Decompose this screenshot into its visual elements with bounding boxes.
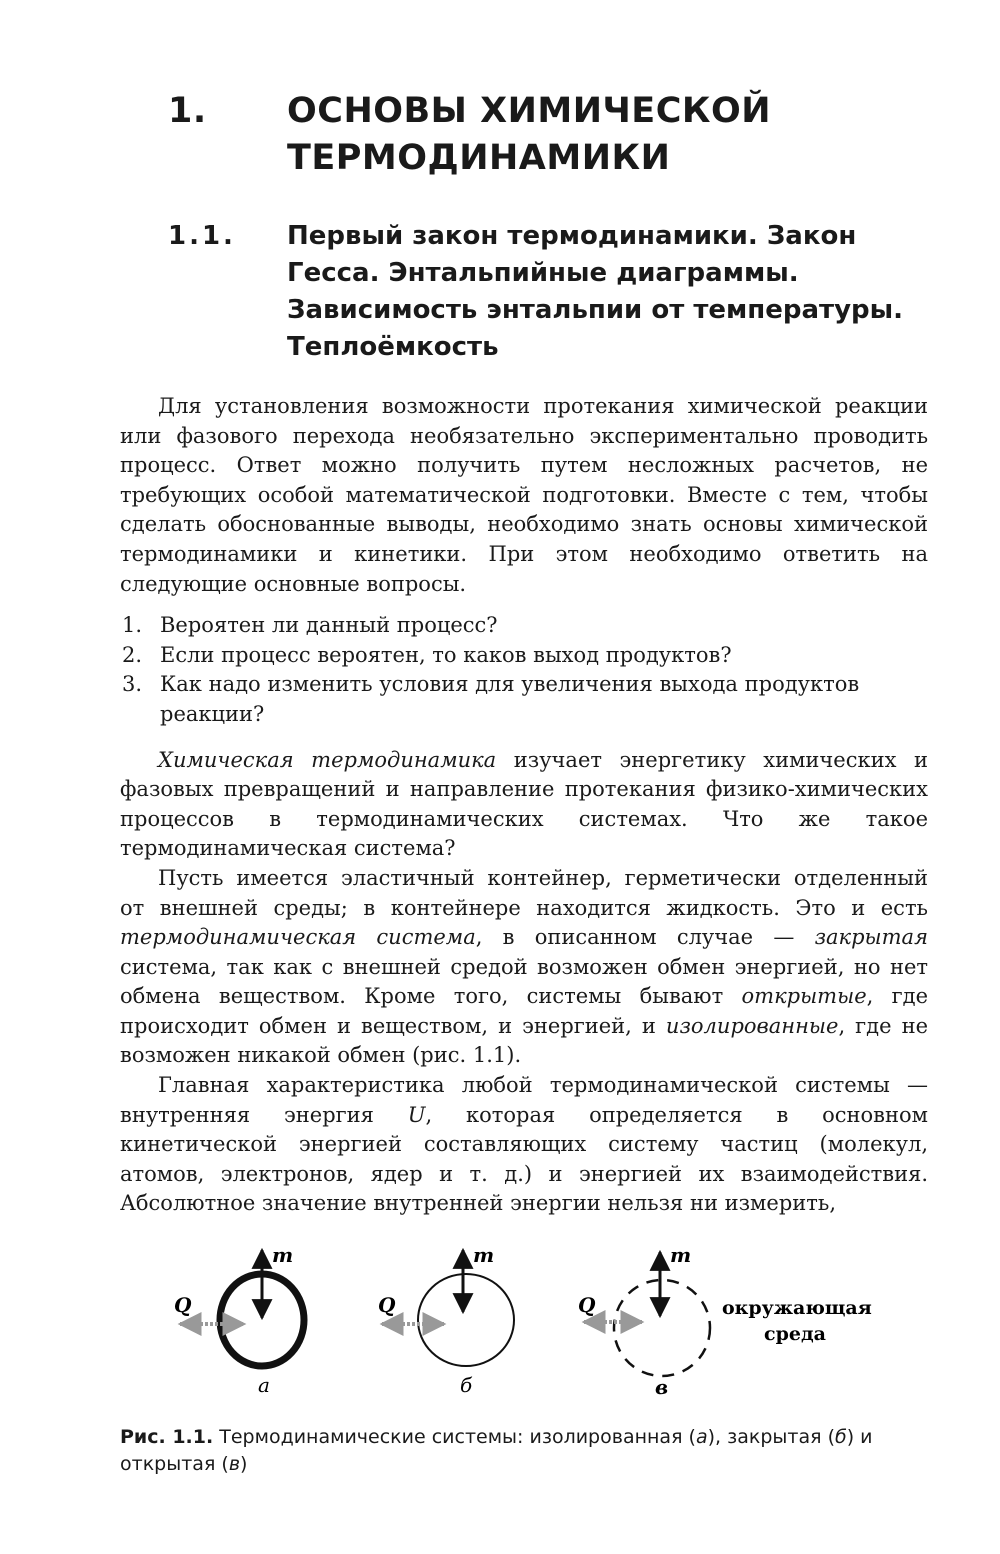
text-span: изучает энергетику химических и фазовых превращений и направление протекания физико-химических процессов в термодинамических системах. Что же такое термодинамическая система? — [120, 747, 928, 861]
text-span: в — [228, 1453, 241, 1475]
panel-open — [578, 1243, 872, 1399]
panel-closed — [378, 1243, 514, 1397]
paragraph-intro: Для установления возможности протекания химической реакции или фазового перехода необязательно экспериментально проводить процесс. Ответ можно получить путем несложных расчетов, не требующих особой математической подготовки. Вместе с тем, чтобы сделать обоснованные выводы, необходимо знать основы химической термодинамики и кинетики. При этом необходимо ответить на следующие основные вопросы. — [120, 394, 928, 596]
panel-label-b: б — [460, 1373, 473, 1397]
text-span: система, так как с внешней средой возможен обмен энергией, но нет обмена веществом. Кроме того, системы бывают — [120, 954, 928, 1009]
label-m: m — [473, 1243, 495, 1267]
list-number: 1. — [122, 613, 143, 638]
label-q: Q — [578, 1293, 596, 1317]
text-span: Пусть имеется эластичный контейнер, герметически отделенный от внешней среды; в контейнере находится жидкость. Это и есть — [120, 865, 928, 920]
caption-label: Рис. 1.1. — [120, 1426, 214, 1448]
list-item — [120, 641, 928, 671]
text-span: а — [695, 1426, 708, 1448]
text-span: ) — [240, 1453, 248, 1475]
term-system: термодинамическая система — [120, 925, 476, 950]
list-item — [120, 611, 928, 641]
list-number: 3. — [122, 672, 143, 697]
list-text: Вероятен ли данный процесс? — [160, 613, 498, 638]
text-span: Главная характеристика любой термодинамической системы — внутренняя энергия — [120, 1073, 928, 1127]
term-isolated: изолированные — [665, 1013, 839, 1038]
paragraph-energy — [120, 1071, 928, 1219]
text-span: Термодинамические системы: изолированная ( — [213, 1426, 696, 1448]
list-item — [120, 670, 928, 729]
label-environment: окружающая — [722, 1297, 872, 1319]
label-m: m — [670, 1243, 692, 1267]
question-list — [120, 611, 928, 729]
list-number: 2. — [122, 642, 143, 667]
term-open: открытые — [741, 984, 867, 1009]
text-span: б — [835, 1426, 847, 1448]
label-environment: среда — [764, 1323, 826, 1345]
text-span: ), закрытая ( — [707, 1426, 835, 1448]
text-span: , где происходит обмен и веществом, и энергией, и — [120, 984, 928, 1038]
panel-label-c: в — [655, 1375, 669, 1399]
open-boundary — [614, 1280, 710, 1376]
panel-isolated — [174, 1243, 304, 1397]
body-text — [120, 392, 928, 1219]
text-span: , в описанном случае — — [475, 925, 815, 950]
chapter-number: 1. — [168, 91, 207, 131]
paragraph-system — [120, 864, 928, 1071]
figure-caption — [120, 1424, 928, 1478]
term-chem-thermo: Химическая термодинамика — [158, 747, 497, 772]
var-u: U — [407, 1102, 426, 1127]
label-q: Q — [174, 1293, 192, 1317]
text-span: ) и открытая ( — [120, 1426, 873, 1475]
section-number: 1.1. — [168, 221, 236, 251]
chapter-title: ОСНОВЫ ХИМИЧЕСКОЙ ТЕРМОДИНАМИКИ — [287, 91, 772, 178]
label-m: m — [272, 1243, 294, 1267]
text-span: , которая определяется в основном кинетической энергией составляющих систему частиц (молекул, атомов, электронов, ядер и т. д.) и энергией их взаимодействия. Абсолютное значение внутренней энергии нельзя ни измерить, — [120, 1102, 928, 1216]
list-text: Если процесс вероятен, то каков выход продуктов? — [160, 642, 732, 667]
panel-label-a: а — [258, 1373, 270, 1397]
closed-boundary — [418, 1274, 514, 1366]
figure-thermo-systems — [160, 1240, 920, 1410]
section-title: Первый закон термодинамики. Закон Гесса. Энтальпийные диаграммы. Зависимость энтальпии от температуры. Теплоёмкость — [287, 221, 904, 362]
paragraph-definition — [120, 746, 928, 864]
list-text: Как надо изменить условия для увеличения выхода продуктов реакции? — [160, 672, 860, 726]
text-span: , где не возможен никакой обмен (рис. 1.1). — [120, 1013, 928, 1068]
term-closed: закрытая — [814, 925, 928, 950]
label-q: Q — [378, 1293, 396, 1317]
